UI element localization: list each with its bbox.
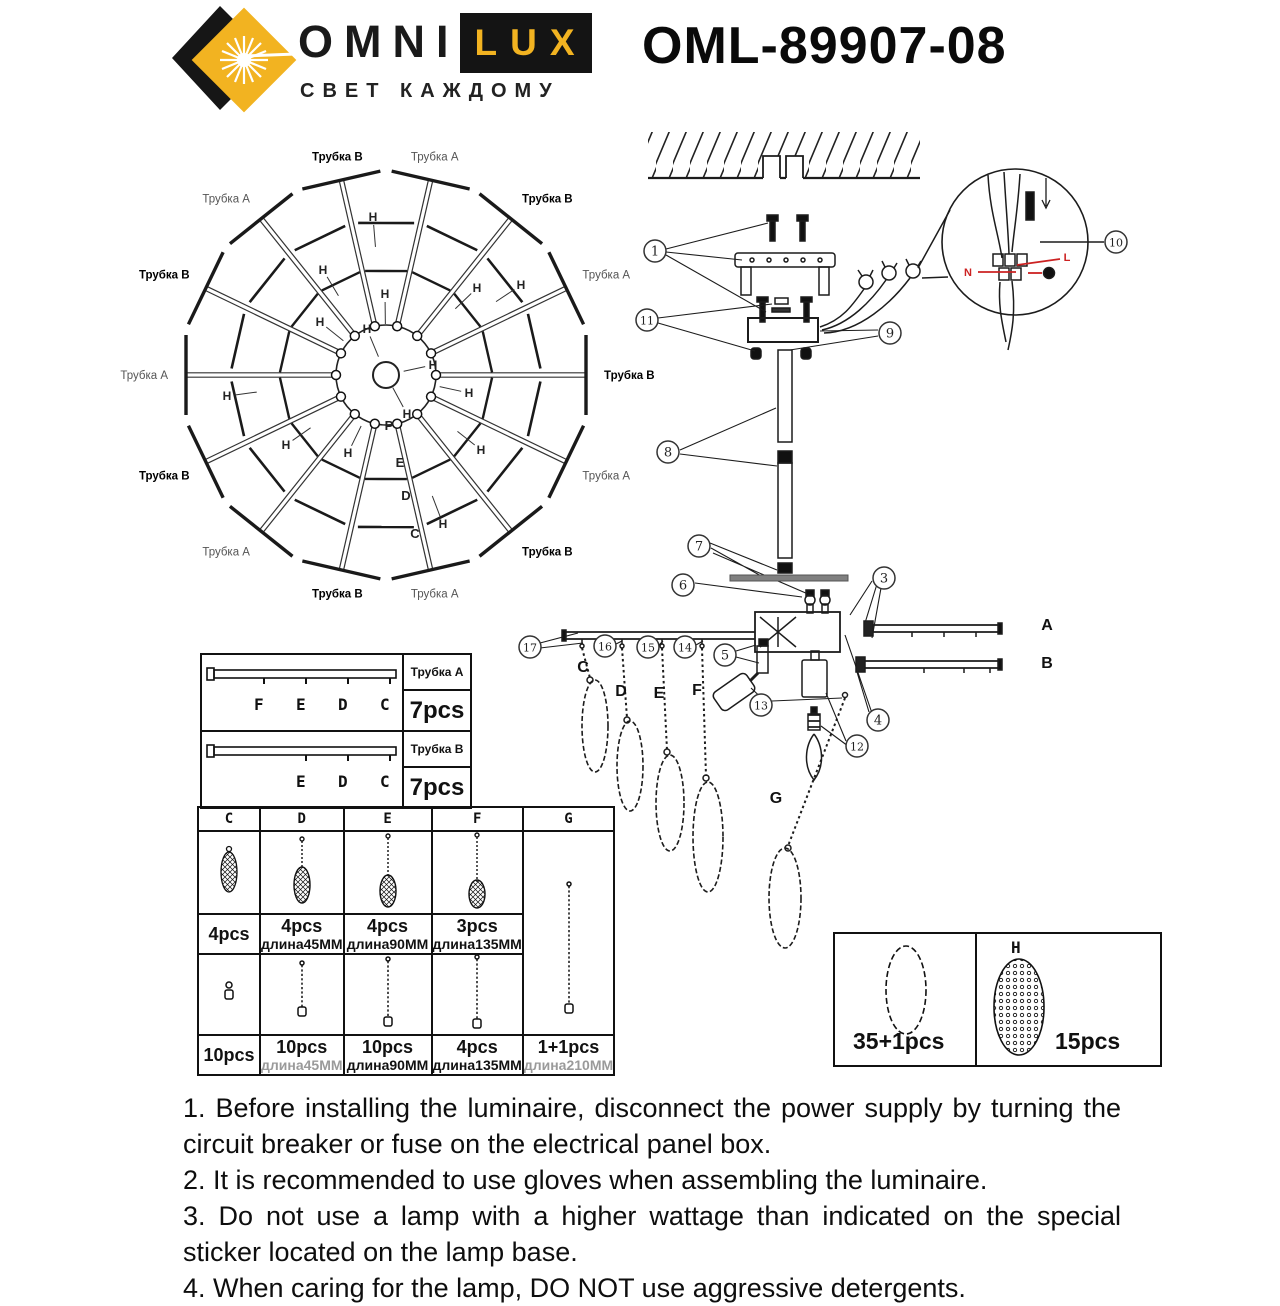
wires — [820, 259, 921, 333]
summary-right-count: 15pcs — [1055, 1028, 1120, 1055]
callout-4 — [867, 709, 889, 731]
hub-ring-hole — [427, 392, 436, 401]
brand-lux-text: LUX — [465, 22, 588, 64]
hub-ring-hole — [393, 419, 402, 428]
callout-number: 9 — [886, 327, 894, 342]
h-label: H — [344, 446, 353, 460]
callout-15 — [637, 636, 659, 658]
callout-17 — [519, 636, 541, 658]
h-label: H — [316, 315, 325, 329]
summary-h-label: H — [1011, 938, 1021, 957]
callout-number: 5 — [721, 649, 729, 664]
callout-10 — [1105, 231, 1127, 253]
tube-letter-e: E — [296, 695, 306, 714]
spoke-label-b: Трубка B — [312, 588, 363, 600]
part-letter-a: A — [1041, 617, 1053, 634]
hub-ring-hole — [350, 331, 359, 340]
wire-label-n: N — [964, 267, 972, 279]
callout-8 — [657, 441, 679, 463]
spoke-label-b: Трубка B — [522, 194, 573, 206]
spoke-b — [139, 392, 346, 498]
callout-number: 1 — [651, 245, 659, 260]
count-f1: 3pcs длина135MM — [432, 914, 523, 954]
hub-ring-hole — [413, 410, 422, 419]
spoke-label-a: Трубка A — [582, 269, 630, 281]
part-letter-d: D — [615, 683, 627, 700]
count-d2: 10pcs длина45MM — [260, 1035, 344, 1075]
drop-f-drawing — [432, 831, 523, 914]
count-f2: 4pcs длина135MM — [432, 1035, 523, 1075]
leader-lines — [540, 223, 881, 746]
part-letter-g: G — [770, 790, 782, 807]
chain-f-drawing — [432, 954, 523, 1035]
tube-row-a — [202, 655, 470, 732]
chain-e-drawing — [344, 954, 432, 1035]
beaded-oval — [994, 959, 1044, 1055]
h-label: H — [429, 358, 438, 372]
summary-plain-drop — [835, 934, 977, 1065]
callout-number: 15 — [641, 642, 655, 655]
brand-logo-icon — [172, 6, 297, 114]
tube-letter-e: E — [296, 772, 306, 791]
spoke-b — [302, 419, 414, 600]
spoke-label-a: Трубка A — [202, 546, 250, 558]
callout-1 — [644, 240, 666, 262]
tube-letter-c: C — [380, 772, 390, 791]
part-letter-b: B — [1041, 655, 1053, 672]
h-label: H — [517, 278, 526, 292]
parts-table — [197, 806, 615, 1076]
callout-number: 17 — [523, 642, 537, 655]
spoke-a — [202, 194, 359, 341]
callout-number: 3 — [880, 572, 888, 587]
spoke-a — [120, 335, 340, 436]
callout-14 — [674, 636, 696, 658]
instruction-2: 2. It is recommended to use gloves when assembling the luminaire. — [183, 1162, 1121, 1198]
plain-oval — [886, 946, 926, 1034]
spoke-b — [295, 152, 381, 331]
hub-ring-hole — [350, 410, 359, 419]
brand-omni-text: OMNI — [298, 16, 460, 68]
hub-ring-hole — [336, 349, 345, 358]
h-label: H — [319, 263, 328, 277]
callout-number: 13 — [754, 700, 768, 713]
spoke-label-a: Трубка A — [411, 588, 459, 600]
hub — [336, 325, 436, 425]
hub-ring-hole — [413, 331, 422, 340]
position-letter-p: P — [385, 418, 394, 433]
count-g2: 1+1pcs длина210MM — [523, 1035, 614, 1075]
callout-number: 8 — [664, 446, 672, 461]
spoke-b — [139, 252, 346, 372]
callout-3 — [873, 567, 895, 589]
hub-ring-hole — [332, 371, 341, 380]
h-label: H — [473, 281, 482, 295]
hub-ring-hole — [370, 322, 379, 331]
callout-16 — [594, 635, 616, 657]
hub-ring-hole — [336, 392, 345, 401]
h-label: H — [223, 389, 232, 403]
parts-drawing-row-1 — [198, 831, 614, 914]
h-label: H — [403, 407, 412, 421]
lamp-socket — [802, 651, 827, 697]
count-e1: 4pcs длина90MM — [344, 914, 432, 954]
callout-number: 7 — [695, 540, 703, 555]
screw — [757, 215, 812, 322]
position-letter-c: C — [410, 526, 420, 541]
pendants — [582, 648, 845, 846]
callout-5 — [714, 644, 736, 666]
tube-a-count: 7pcs — [404, 691, 470, 730]
arm-b — [856, 657, 1002, 673]
drop-c-drawing — [198, 831, 260, 914]
summary-left-count: 35+1pcs — [853, 1028, 944, 1055]
callout-number: 12 — [850, 741, 864, 754]
callout-9 — [879, 322, 901, 344]
h-label: H — [477, 443, 486, 457]
hook-c-drawing — [198, 954, 260, 1035]
ceiling-hatch — [648, 132, 920, 178]
summary-beaded-drop — [977, 934, 1160, 1065]
tube-b-drawing — [202, 732, 404, 807]
tube-b-count: 7pcs — [404, 768, 470, 807]
spoke-label-b: Трубка B — [522, 546, 573, 558]
instruction-1: 1. Before installing the luminaire, disconnect the power supply by turning the circuit breaker or fuse on the electrical panel box. — [183, 1090, 1121, 1162]
callout-7 — [688, 535, 710, 557]
wire-label-l: L — [1064, 252, 1071, 264]
spoke-a — [392, 419, 478, 600]
hub-ring-hole — [427, 349, 436, 358]
h-label: H — [363, 322, 372, 336]
spoke-label-a: Трубка A — [582, 471, 630, 483]
h-label: H — [439, 517, 448, 531]
spoke-label-a: Трубка A — [411, 152, 459, 164]
callout-number: 4 — [874, 714, 882, 729]
col-header-d: D — [260, 807, 344, 831]
col-header-g: G — [523, 807, 614, 831]
chain-d-drawing — [260, 954, 344, 1035]
tube-letter-c: C — [380, 695, 390, 714]
count-c2: 10pcs — [198, 1035, 260, 1075]
arm-a — [864, 621, 1002, 637]
drop-e-drawing — [344, 831, 432, 914]
spoke-label-b: Трубка B — [139, 471, 190, 483]
h-label: H — [369, 210, 378, 224]
part-letter-c: C — [577, 659, 589, 676]
instructions — [183, 1090, 1121, 1306]
chain-g-drawing — [523, 831, 614, 1035]
tube-a-name: Трубка A — [404, 655, 470, 691]
position-letter-e: E — [396, 455, 405, 470]
count-c1: 4pcs — [198, 914, 260, 954]
hub-ring-hole — [393, 322, 402, 331]
instruction-3: 3. Do not use a lamp with a higher wattage than indicated on the special sticker located on the lamp base. — [183, 1198, 1121, 1270]
parts-header-row — [198, 807, 614, 831]
callout-11 — [636, 309, 658, 331]
hub-ring-hole — [370, 419, 379, 428]
tube-letter-d: D — [338, 772, 348, 791]
spoke-label-b: Трубка B — [312, 152, 363, 164]
brand-tagline: СВЕТ КАЖДОМУ — [300, 80, 560, 103]
model-number: OML-89907-08 — [642, 16, 1007, 76]
tube-a-drawing — [202, 655, 404, 730]
count-d1: 4pcs длина45MM — [260, 914, 344, 954]
position-letter-d: D — [401, 488, 410, 503]
col-header-e: E — [344, 807, 432, 831]
tube-b-name: Трубка B — [404, 732, 470, 768]
pole — [730, 350, 848, 581]
h-label: H — [381, 287, 390, 301]
tube-letter-f: F — [254, 695, 264, 714]
part-letter-e: E — [654, 685, 665, 702]
h-label: H — [465, 386, 474, 400]
callout-number: 16 — [598, 641, 612, 654]
spoke-a — [202, 410, 359, 559]
callout-number: 14 — [678, 642, 692, 655]
callout-12 — [846, 735, 868, 757]
summary-box — [833, 932, 1162, 1067]
tube-tables — [200, 653, 472, 809]
instruction-4: 4. When caring for the lamp, DO NOT use aggressive detergents. — [183, 1270, 1121, 1306]
col-header-c: C — [198, 807, 260, 831]
col-header-f: F — [432, 807, 523, 831]
wiring-detail-circle — [918, 169, 1104, 350]
callout-number: 11 — [640, 315, 654, 328]
h-label: H — [282, 438, 291, 452]
brand-lux-box — [460, 13, 592, 73]
tube-row-b — [202, 732, 470, 807]
parts-count-row-2 — [198, 1035, 614, 1075]
bulb — [806, 707, 821, 780]
spoke-label-b: Трубка B — [139, 269, 190, 281]
spoke-label-a: Трубка A — [120, 370, 168, 382]
drop-d-drawing — [260, 831, 344, 914]
callout-number: 6 — [679, 579, 687, 594]
spoke-label-a: Трубка A — [202, 194, 250, 206]
callout-number: 10 — [1109, 237, 1123, 250]
callout-13 — [750, 694, 772, 716]
mounting-bracket — [735, 215, 835, 322]
part-letter-f: F — [692, 682, 702, 699]
count-e2: 10pcs длина90MM — [344, 1035, 432, 1075]
spoke-label-b: Трубка B — [604, 370, 655, 382]
tube-letter-d: D — [338, 695, 348, 714]
callout-6 — [672, 574, 694, 596]
